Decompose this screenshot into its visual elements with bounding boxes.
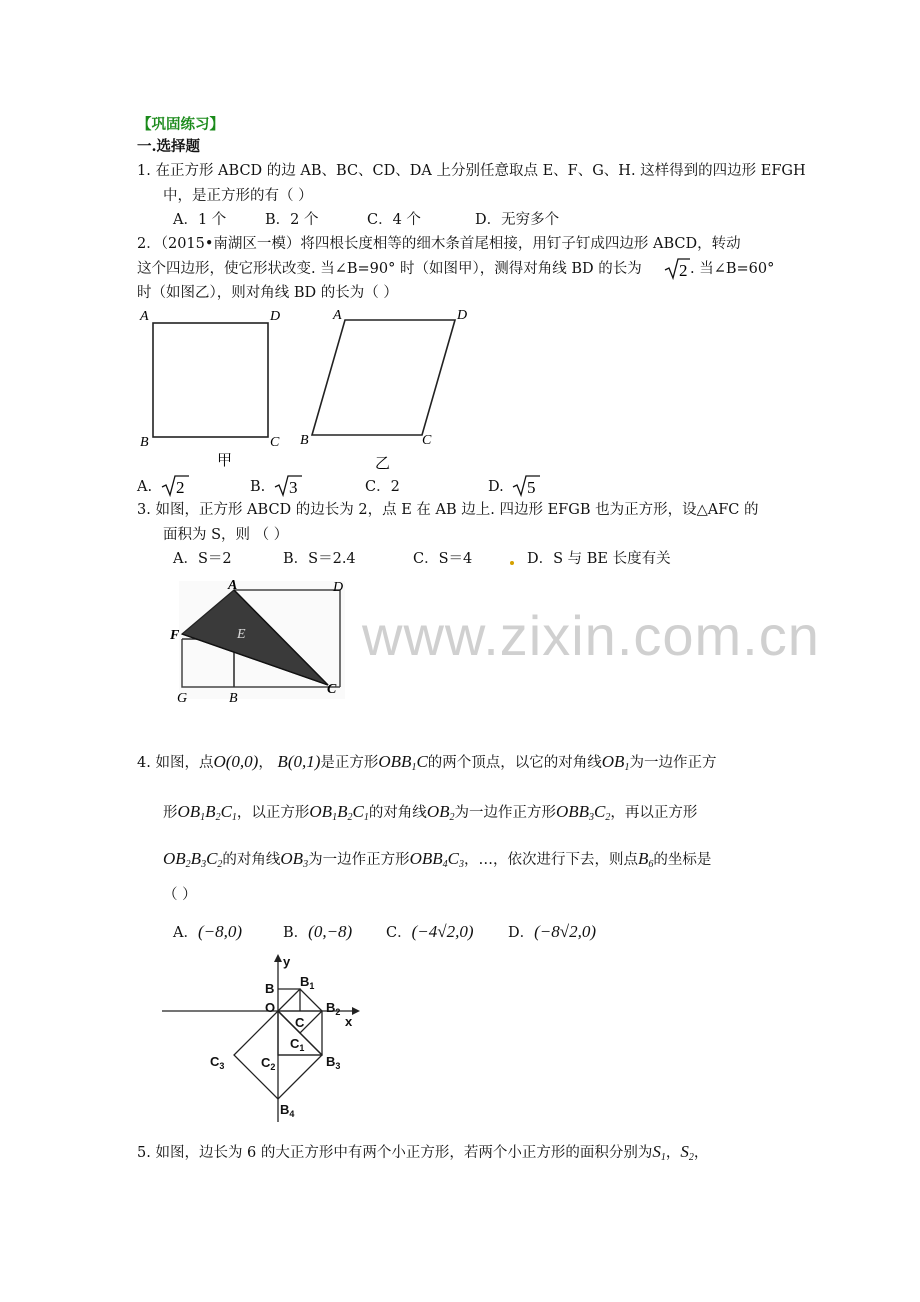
q4-option-d: D．(−8√2,0) — [508, 922, 597, 941]
label-A: A — [228, 578, 238, 593]
svg-text:B: B — [265, 981, 275, 996]
radicand: 2 — [679, 261, 688, 280]
q1-line1: 1. 在正方形 ABCD 的边 AB、BC、CD、DA 上分别任意取点 E、F、G、H. 这样得到的四边形 EFGH — [137, 163, 806, 179]
q2-option-b: B. — [250, 479, 266, 495]
q2-figure-rhombus — [300, 305, 490, 475]
q4-line3: $OB_2B_3C_2$的对角线$OB_3$为一边作正方形$OBB_4C_3$，…，依次进行下去，则点$B_6$的坐标是 — [163, 849, 712, 870]
q2-figure-square — [137, 305, 297, 469]
q1-option-a: A．1 个 — [173, 212, 227, 228]
label-E: E — [237, 627, 246, 642]
q2-option-d-sqrt — [512, 474, 542, 498]
q3-line1: 3. 如图，正方形 ABCD 的边长为 2，点 E 在 AB 边上. 四边形 EFGB 也为正方形，设△AFC 的 — [137, 502, 759, 518]
label-C: C — [270, 435, 280, 450]
svg-text:3: 3 — [289, 478, 298, 497]
label-D: D — [457, 308, 468, 323]
svg-text:y: y — [283, 954, 291, 969]
q2-sqrt2 — [664, 257, 690, 287]
svg-text:5: 5 — [527, 478, 536, 497]
q2-option-b-sqrt — [274, 474, 304, 498]
label-D: D — [333, 580, 344, 595]
caption-yi: 乙 — [375, 454, 391, 472]
q3-figure — [165, 575, 355, 725]
caption-jia: 甲 — [217, 451, 233, 469]
q2-option-a-sqrt — [161, 474, 191, 498]
section-part: 一.选择题 — [137, 138, 201, 155]
q4-line1: 4. 如图，点O(0,0)， B(0,1)是正方形$OBB_1C$的两个顶点，以它的对角线$OB_1$为一边作正方 — [137, 752, 717, 773]
q2-line3: 时（如图乙），则对角线 BD 的长为（ ） — [137, 285, 398, 301]
q2-option-c: C．2 — [365, 479, 400, 495]
q3-option-b: B．S＝2.4 — [283, 551, 356, 567]
svg-text:B3: $B_3$ — [326, 1054, 341, 1071]
label-B: B — [229, 691, 238, 706]
label-A: A — [140, 309, 149, 324]
label-C: C — [327, 682, 337, 697]
label-F: F — [170, 628, 180, 643]
q1-option-b: B．2 个 — [265, 212, 319, 228]
q3-line2: 面积为 S，则 （ ） — [163, 527, 289, 543]
svg-text:O: O — [265, 1000, 276, 1015]
label-B: B — [300, 433, 309, 448]
label-B: B — [140, 435, 149, 450]
q4-figure — [160, 952, 370, 1127]
q4-line2: 形$OB_1B_2C_1$，以正方形$OB_1B_2C_1$的对角线$OB_2$为一边作正方形$OBB_3C_2$，再以正方形 — [163, 802, 698, 823]
svg-text:x: x — [345, 1014, 353, 1029]
label-C: C — [422, 433, 432, 448]
svg-text:C: C — [295, 1015, 305, 1030]
q4-option-b: B．(0,−8) — [283, 922, 353, 941]
svg-text:B2: $B_2$ — [326, 1000, 341, 1017]
q2-line2b: . 当∠B=60° — [690, 261, 775, 277]
svg-text:C2: $C_2$ — [261, 1055, 276, 1072]
q1-option-c: C．4 个 — [367, 212, 421, 228]
q1-option-d: D．无穷多个 — [475, 212, 560, 228]
q5-line1: 5. 如图，边长为 6 的大正方形中有两个小正方形，若两个小正方形的面积分别为$S_1$，$S_2$， — [137, 1142, 709, 1163]
q3-option-d: D．S 与 BE 长度有关 — [527, 551, 671, 567]
q2-line2a: 这个四边形，使它形状改变. 当∠B=90° 时（如图甲），测得对角线 BD 的长为 — [137, 261, 642, 277]
q4-option-a: A．(−8,0) — [173, 922, 243, 941]
watermark: www.zixin.com.cn — [362, 604, 820, 667]
sqrt-symbol — [664, 257, 690, 281]
svg-text:C3: $C_3$ — [210, 1054, 225, 1071]
q2-line1: 2．（2015•南湖区一模）将四根长度相等的细木条首尾相接，用钉子钉成四边形 ABCD，转动 — [137, 236, 741, 252]
svg-text:2: 2 — [176, 478, 185, 497]
decor-dot — [510, 561, 514, 565]
q3-option-a: A．S＝2 — [173, 551, 232, 567]
label-G: G — [177, 691, 188, 706]
svg-text:B1: $B_1$ — [300, 974, 315, 991]
q2-option-d: D. — [488, 479, 504, 495]
svg-text:C1: $C_1$ — [290, 1036, 305, 1053]
label-D: D — [270, 309, 281, 324]
label-A: A — [333, 308, 342, 323]
q1-line2: 中，是正方形的有（ ） — [163, 188, 313, 204]
q4-line4: （ ） — [163, 887, 197, 903]
q4-option-c: C．(−4√2,0) — [386, 922, 474, 941]
section-heading: 【巩固练习】 — [137, 116, 224, 133]
svg-text:B4: $B_4$ — [280, 1102, 295, 1119]
q2-option-a: A. — [137, 479, 153, 495]
q3-option-c: C．S＝4 — [413, 551, 473, 567]
